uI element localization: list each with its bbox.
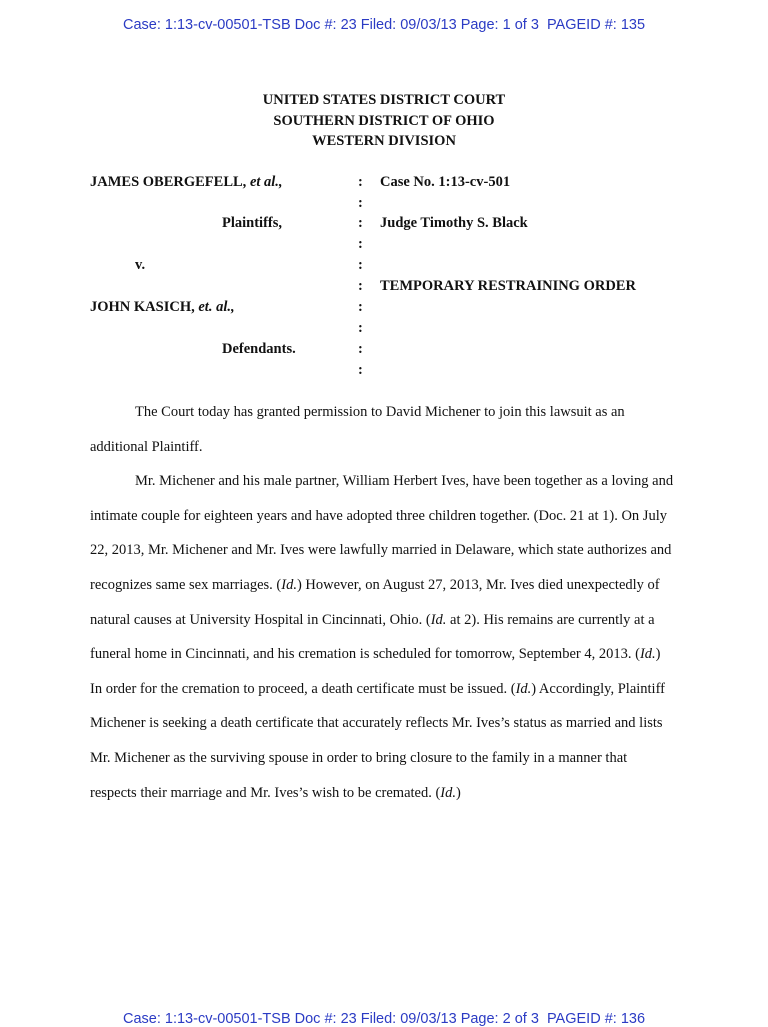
defendant-party	[90, 299, 235, 316]
defendants-label: Defendants.	[222, 341, 296, 357]
id-citation: Id.	[515, 680, 532, 697]
plaintiffs-label: Plaintiffs,	[222, 215, 283, 231]
caption-colon: :	[358, 257, 363, 273]
id-citation: Id.	[281, 576, 297, 593]
id-citation: Id.	[639, 646, 656, 663]
caption-colon: :	[358, 278, 363, 294]
case-number: Case No. 1:13-cv-501	[380, 174, 511, 190]
court-line-3: WESTERN DIVISION	[312, 133, 456, 149]
order-title: TEMPORARY RESTRAINING ORDER	[380, 278, 636, 294]
id-citation: Id.	[440, 784, 457, 801]
court-line-2: SOUTHERN DISTRICT OF OHIO	[273, 112, 495, 129]
defendant-name: JOHN KASICH,	[90, 299, 195, 315]
paragraph-1: The Court today has granted permission to David Michener to join this lawsuit as an additional Plaintiff.	[90, 404, 625, 455]
plaintiff-party	[90, 174, 283, 191]
caption-colon: :	[358, 195, 363, 211]
paragraph-2-text: Mr. Michener and his male partner, William Herbert Ives, have been together as a loving and intimate couple for eighteen years and have adopted three children together. (Doc. 21 at 1). On July 22, 2013, Mr. Michener and Mr. Ives were lawfully married in Delaware, which state authorizes and recognizes same sex marriages. (	[90, 473, 674, 593]
judge-name: Judge Timothy S. Black	[380, 215, 528, 231]
paragraph-2-text: ) Accordingly, Plaintiff Michener is seeking a death certificate that accurately reflects Mr. Ives’s status as married and lists Mr. Michener as the surviving spouse in order to bring closure to the family in a manner that respects their marriage and Mr. Ives’s wish to be cremated. (	[90, 680, 665, 801]
caption-colon: :	[358, 320, 363, 336]
footer-case-stamp: Case: 1:13-cv-00501-TSB Doc #: 23 Filed: 09/03/13 Page: 2 of 3 PAGEID #: 136	[122, 1011, 646, 1027]
defendant-etal: et. al.,	[198, 299, 235, 315]
paragraph-2-text: at 2). His remains are currently at a funeral home in Cincinnati, and his cremation is scheduled for tomorrow, September 4, 2013. (	[90, 611, 655, 663]
caption-colon: :	[358, 362, 363, 378]
versus-label: v.	[135, 257, 146, 273]
paragraph-2-text: )	[456, 784, 461, 801]
court-heading	[0, 90, 768, 152]
paragraph-2	[90, 464, 675, 810]
caption-colon: :	[358, 299, 363, 315]
plaintiff-name: JAMES OBERGEFELL,	[90, 174, 247, 190]
order-body	[90, 395, 675, 810]
caption-colon: :	[358, 236, 363, 252]
court-line-1: UNITED STATES DISTRICT COURT	[262, 92, 506, 108]
caption-colon: :	[358, 215, 363, 231]
header-case-stamp: Case: 1:13-cv-00501-TSB Doc #: 23 Filed: 09/03/13 Page: 1 of 3 PAGEID #: 135	[122, 17, 646, 33]
caption-colon: :	[358, 341, 363, 357]
paragraph-2-text: ) However, on August 27, 2013, Mr. Ives died unexpectedly of natural causes at University Hospital in Cincinnati, Ohio. (	[90, 576, 660, 628]
id-citation: Id.	[430, 611, 447, 628]
caption-colon: :	[358, 174, 363, 190]
plaintiff-etal: et al.,	[249, 174, 283, 190]
paragraph-2-text: ) In order for the cremation to proceed, a death certificate must be issued. (	[90, 646, 661, 697]
